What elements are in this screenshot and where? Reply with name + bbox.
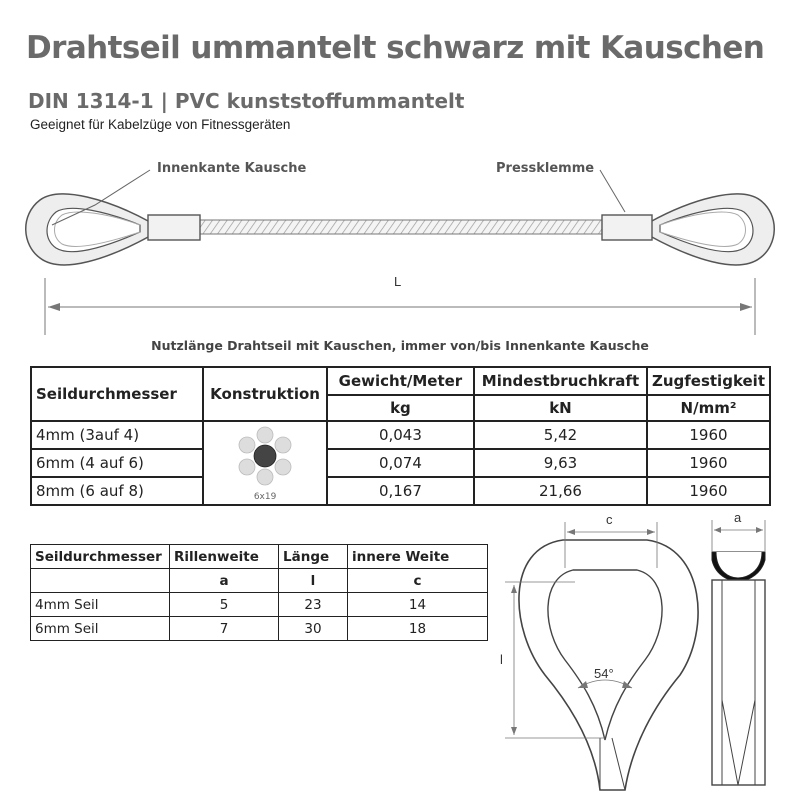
unit-strength: N/mm² [647,395,770,421]
cell-a: 5 [170,593,279,617]
header-rope-diameter: Seildurchmesser [31,545,170,569]
cell-l: 30 [279,617,348,641]
cell-strength: 1960 [647,421,770,449]
left-press-clamp [148,215,200,240]
cell-c: 18 [348,617,488,641]
cell-c: 14 [348,593,488,617]
cell-weight: 0,043 [327,421,474,449]
cell-diameter: 6mm (4 auf 6) [31,449,203,477]
angle-label: 54° [594,666,614,681]
dimension-a-label: a [734,510,742,525]
callout-inner-edge-thimble: Innenkante Kausche [157,161,307,176]
header-breaking-force: Mindestbruchkraft [474,367,647,395]
rope-cross-section-icon [230,424,300,496]
page-subtitle: DIN 1314-1 | PVC kunststoffummantelt [28,89,465,113]
table-row [31,477,770,505]
cell-weight: 0,167 [327,477,474,505]
construction-label: 6x19 [253,492,277,502]
page-description: Geeignet für Kabelzüge von Fitnessgeräten [30,117,291,132]
cell-force: 9,63 [474,449,647,477]
dimension-c-label: c [606,512,613,527]
thimble-spec-table [30,544,488,641]
cell-weight: 0,074 [327,449,474,477]
dimension-l-label: l [500,652,503,667]
unit-a: a [170,569,279,593]
cell-strength: 1960 [647,449,770,477]
header-construction: Konstruktion [203,367,327,421]
page-title: Drahtseil ummantelt schwarz mit Kauschen [26,30,765,66]
header-weight: Gewicht/Meter [327,367,474,395]
left-thimble [26,194,150,265]
cell-diameter: 8mm (6 auf 8) [31,477,203,505]
table-row [31,617,488,641]
cell-strength: 1960 [647,477,770,505]
thimble-side-view [712,520,765,785]
rope-spec-table [30,366,771,506]
header-length: Länge [279,545,348,569]
callout-press-clamp: Pressklemme [496,161,595,176]
cell-rope: 6mm Seil [31,617,170,641]
thimble-front-view [505,522,698,790]
unit-force: kN [474,395,647,421]
table-row [31,593,488,617]
right-press-clamp [602,215,652,240]
length-label: L [394,274,402,289]
unit-weight: kg [327,395,474,421]
table-row [31,449,770,477]
unit-l: l [279,569,348,593]
construction-cell [203,421,327,505]
unit-c: c [348,569,488,593]
rope-body [195,220,605,234]
cell-force: 5,42 [474,421,647,449]
cell-diameter: 4mm (3auf 4) [31,421,203,449]
cell-rope: 4mm Seil [31,593,170,617]
header-tensile-strength: Zugfestigkeit [647,367,770,395]
callout-right-leader [600,170,625,212]
cell-l: 23 [279,593,348,617]
header-groove-width: Rillenweite [170,545,279,569]
header-inner-width: innere Weite [348,545,488,569]
table-row [31,421,770,449]
right-thimble [650,194,774,265]
cell-force: 21,66 [474,477,647,505]
cell-a: 7 [170,617,279,641]
diagram-caption: Nutzlänge Drahtseil mit Kauschen, immer von/bis Innenkante Kausche [151,338,649,353]
header-diameter: Seildurchmesser [31,367,203,421]
